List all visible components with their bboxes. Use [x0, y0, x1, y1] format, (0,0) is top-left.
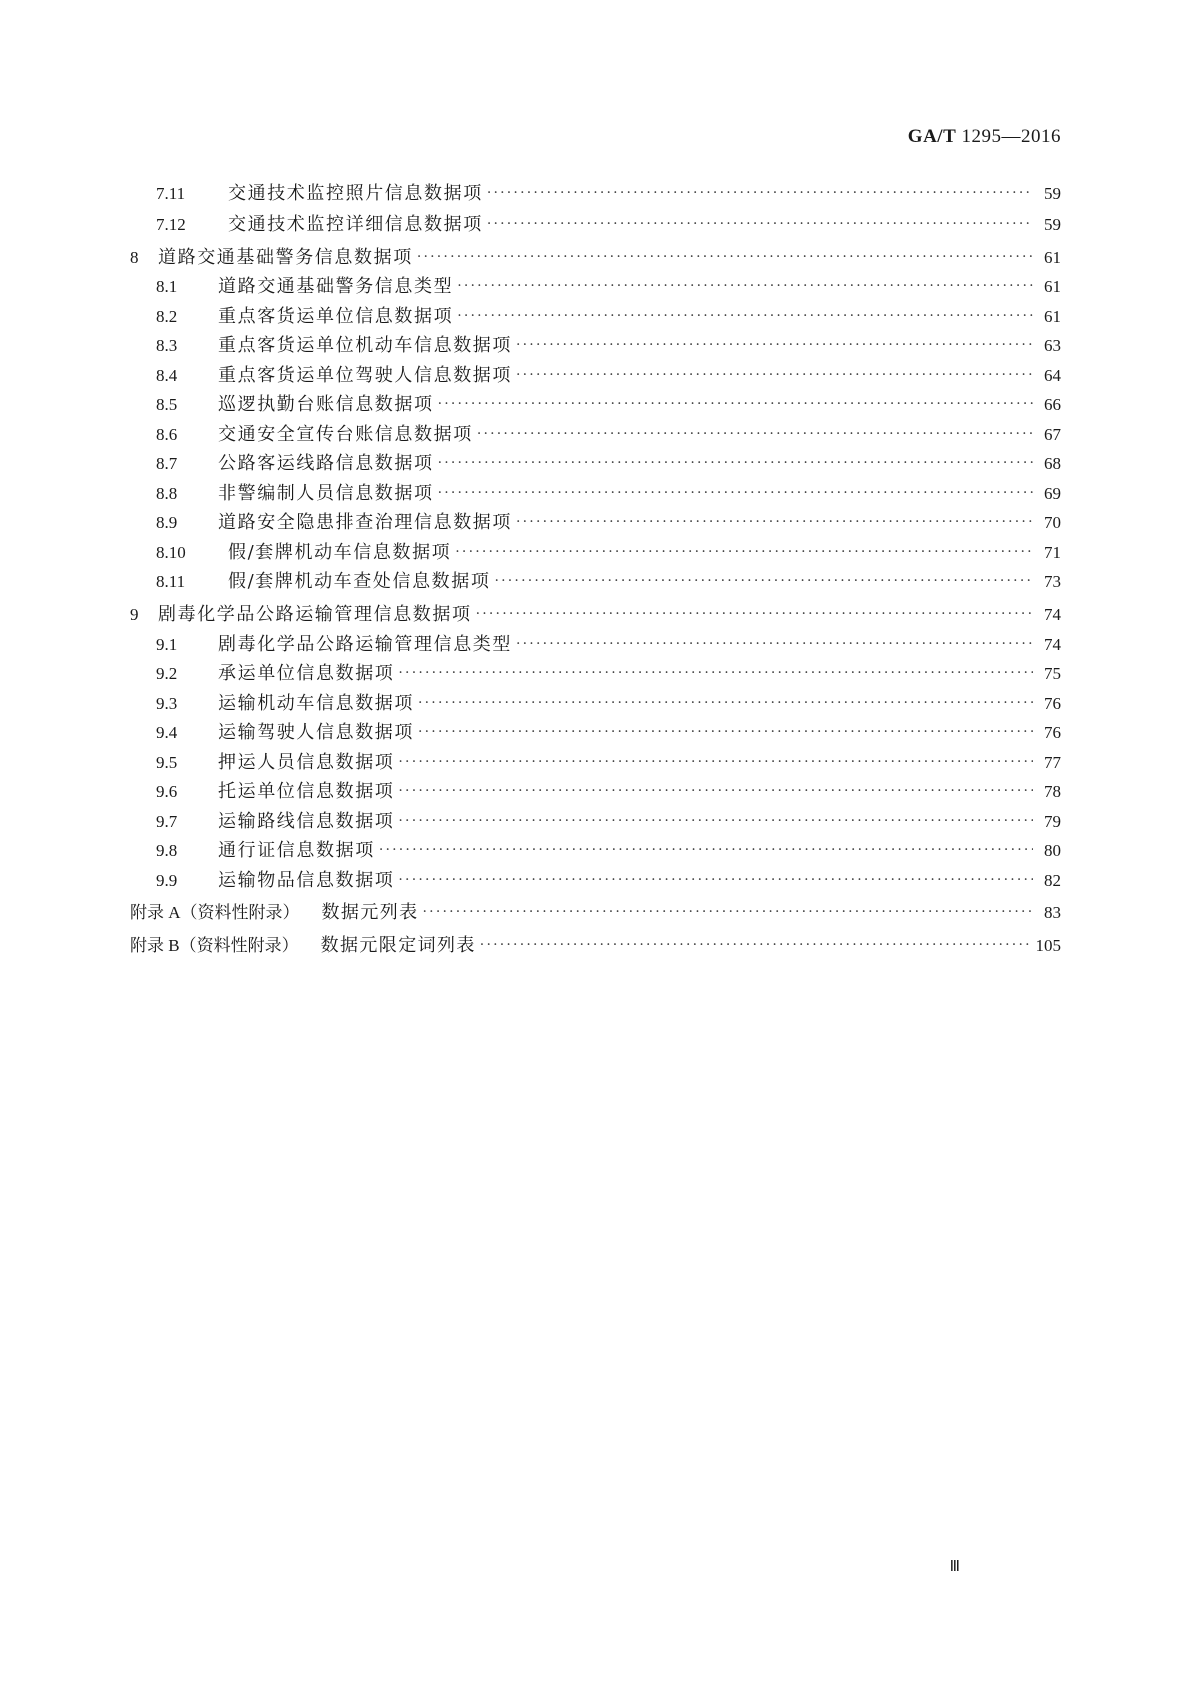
toc-entry-page: 76 — [1044, 693, 1061, 713]
toc-entry-number: 7.12 — [156, 215, 186, 234]
toc-entry-title: 剧毒化学品公路运输管理信息数据项 — [158, 604, 472, 625]
toc-entry-title: 托运单位信息数据项 — [218, 781, 395, 802]
toc-entry[interactable] — [130, 807, 1061, 837]
toc-entry[interactable] — [130, 331, 1061, 361]
toc-entry[interactable] — [130, 567, 1061, 600]
toc-entry-number: 8.10 — [156, 542, 186, 562]
toc-entry[interactable] — [130, 302, 1061, 332]
toc-entry-number: 附录 A（资料性附录） — [130, 902, 300, 922]
toc-dot-leader — [457, 308, 1033, 324]
toc-entry-title: 假/套牌机动车查处信息数据项 — [228, 571, 491, 592]
toc-entry-title: 道路交通基础警务信息数据项 — [158, 247, 413, 268]
toc-dot-leader — [494, 573, 1033, 589]
toc-entry-page: 71 — [1044, 542, 1061, 562]
toc-entry-number: 9.1 — [156, 634, 178, 654]
standard-number: 1295—2016 — [961, 126, 1061, 147]
toc-entry[interactable] — [130, 538, 1061, 568]
toc-entry-title: 运输物品信息数据项 — [218, 869, 395, 891]
toc-entry-page: 78 — [1044, 782, 1061, 801]
toc-dot-leader — [398, 754, 1033, 770]
toc-entry-page: 105 — [1035, 935, 1061, 955]
toc-entry[interactable] — [130, 272, 1061, 302]
toc-entry[interactable] — [130, 630, 1061, 660]
toc-entry-number: 9.7 — [156, 811, 178, 831]
toc-entry-page: 73 — [1044, 572, 1061, 591]
toc-entry-title: 数据元限定词列表 — [320, 934, 476, 956]
toc-dot-leader — [398, 665, 1033, 681]
toc-entry-number: 9.6 — [156, 782, 178, 801]
toc-entry-title: 假/套牌机动车信息数据项 — [228, 541, 452, 563]
toc-appendix-entry[interactable] — [130, 931, 1061, 964]
toc-dot-leader — [417, 249, 1033, 265]
toc-entry-page: 75 — [1044, 664, 1061, 683]
toc-entry-page: 76 — [1044, 723, 1061, 742]
toc-entry-number: 8.9 — [156, 513, 178, 532]
toc-entry-page: 66 — [1044, 395, 1061, 414]
toc-entry-number: 附录 B（资料性附录） — [130, 935, 299, 955]
toc-entry-number: 8.7 — [156, 454, 178, 473]
toc-entry-page: 61 — [1044, 277, 1061, 296]
toc-dot-leader — [516, 337, 1033, 353]
toc-dot-leader — [487, 185, 1033, 201]
toc-entry-title: 重点客货运单位机动车信息数据项 — [218, 335, 512, 356]
toc-entry-number: 9 — [130, 605, 139, 624]
toc-entry-title: 交通安全宣传台账信息数据项 — [218, 423, 473, 445]
toc-dot-leader — [455, 544, 1033, 560]
toc-dot-leader — [438, 485, 1033, 501]
table-of-contents — [130, 179, 1061, 964]
toc-dot-leader — [438, 455, 1033, 471]
toc-entry-number: 9.5 — [156, 752, 178, 772]
toc-entry-title: 运输驾驶人信息数据项 — [218, 722, 414, 743]
toc-entry-title: 道路安全隐患排查治理信息数据项 — [218, 512, 512, 533]
toc-entry-number: 8.1 — [156, 277, 178, 296]
toc-entry-title: 承运单位信息数据项 — [218, 663, 395, 684]
toc-entry-number: 8.8 — [156, 483, 178, 503]
toc-entry[interactable] — [130, 718, 1061, 748]
toc-entry-title: 交通技术监控详细信息数据项 — [228, 214, 483, 235]
toc-entry-page: 74 — [1044, 634, 1061, 654]
toc-entry-page: 59 — [1044, 215, 1061, 234]
toc-entry[interactable] — [130, 210, 1061, 243]
toc-entry[interactable] — [130, 243, 1061, 272]
toc-entry-page: 61 — [1044, 248, 1061, 267]
standard-prefix: GA/T — [907, 126, 957, 147]
toc-dot-leader — [457, 278, 1033, 294]
toc-entry-number: 9.3 — [156, 693, 178, 713]
standard-code — [908, 126, 1061, 148]
toc-entry-page: 69 — [1044, 483, 1061, 503]
toc-entry-title: 运输机动车信息数据项 — [218, 692, 414, 714]
toc-entry-title: 公路客运线路信息数据项 — [218, 453, 434, 474]
toc-entry-title: 重点客货运单位驾驶人信息数据项 — [218, 364, 512, 386]
toc-entry-page: 68 — [1044, 454, 1061, 473]
toc-entry-page: 59 — [1044, 184, 1061, 203]
toc-entry-number: 7.11 — [156, 184, 186, 203]
toc-dot-leader — [516, 367, 1033, 383]
toc-entry-title: 巡逻执勤台账信息数据项 — [218, 394, 434, 415]
toc-entry-number: 8.2 — [156, 306, 178, 326]
toc-entry-page: 79 — [1044, 811, 1061, 831]
toc-entry-title: 重点客货运单位信息数据项 — [218, 305, 454, 327]
toc-entry-number: 8 — [130, 248, 139, 267]
toc-entry-number: 9.8 — [156, 841, 178, 860]
toc-entry-title: 非警编制人员信息数据项 — [218, 482, 434, 504]
toc-entry[interactable] — [130, 748, 1061, 778]
toc-entry-number: 9.4 — [156, 723, 178, 742]
toc-entry[interactable] — [130, 390, 1061, 420]
toc-entry-number: 8.3 — [156, 336, 178, 355]
toc-dot-leader — [423, 904, 1033, 920]
toc-entry-title: 道路交通基础警务信息类型 — [218, 276, 454, 297]
toc-dot-leader — [516, 636, 1033, 652]
toc-entry[interactable] — [130, 600, 1061, 630]
toc-entry[interactable] — [130, 449, 1061, 479]
toc-entry-page: 74 — [1044, 605, 1061, 624]
toc-entry-title: 数据元列表 — [321, 901, 419, 923]
toc-entry-page: 64 — [1044, 365, 1061, 385]
toc-dot-leader — [516, 514, 1033, 530]
toc-entry-page: 82 — [1044, 870, 1061, 890]
toc-entry-page: 63 — [1044, 336, 1061, 355]
toc-entry[interactable] — [130, 689, 1061, 719]
toc-entry[interactable] — [130, 866, 1061, 898]
toc-entry-page: 77 — [1044, 752, 1061, 772]
toc-entry[interactable] — [130, 777, 1061, 807]
toc-dot-leader — [379, 842, 1033, 858]
toc-entry-page: 83 — [1044, 902, 1061, 922]
toc-dot-leader — [418, 695, 1033, 711]
toc-entry[interactable] — [130, 508, 1061, 538]
toc-entry-number: 8.6 — [156, 424, 178, 444]
toc-entry[interactable] — [130, 659, 1061, 689]
toc-entry[interactable] — [130, 420, 1061, 450]
page-number: Ⅲ — [949, 1559, 959, 1575]
toc-entry-number: 8.11 — [156, 572, 186, 591]
toc-entry[interactable] — [130, 836, 1061, 866]
toc-entry-number: 8.4 — [156, 365, 178, 385]
toc-dot-leader — [398, 813, 1033, 829]
toc-dot-leader — [398, 783, 1033, 799]
toc-entry-title: 交通技术监控照片信息数据项 — [228, 183, 483, 204]
toc-dot-leader — [398, 872, 1033, 888]
toc-entry[interactable] — [130, 179, 1061, 210]
toc-entry-number: 8.5 — [156, 395, 178, 414]
toc-entry-title: 通行证信息数据项 — [218, 840, 375, 861]
toc-entry-title: 运输路线信息数据项 — [218, 810, 395, 832]
toc-dot-leader — [418, 724, 1033, 740]
toc-entry-number: 9.9 — [156, 870, 178, 890]
toc-entry-page: 61 — [1044, 306, 1061, 326]
toc-dot-leader — [476, 606, 1033, 622]
toc-entry-page: 67 — [1044, 424, 1061, 444]
toc-entry-title: 剧毒化学品公路运输管理信息类型 — [218, 633, 512, 655]
toc-dot-leader — [487, 216, 1033, 232]
toc-appendix-entry[interactable] — [130, 898, 1061, 931]
toc-dot-leader — [480, 937, 1030, 953]
toc-dot-leader — [438, 396, 1033, 412]
toc-entry-title: 押运人员信息数据项 — [218, 751, 395, 773]
toc-entry-number: 9.2 — [156, 664, 178, 683]
toc-dot-leader — [477, 426, 1033, 442]
toc-entry-page: 70 — [1044, 513, 1061, 532]
toc-entry-page: 80 — [1044, 841, 1061, 860]
toc-entry[interactable] — [130, 361, 1061, 391]
toc-entry[interactable] — [130, 479, 1061, 509]
